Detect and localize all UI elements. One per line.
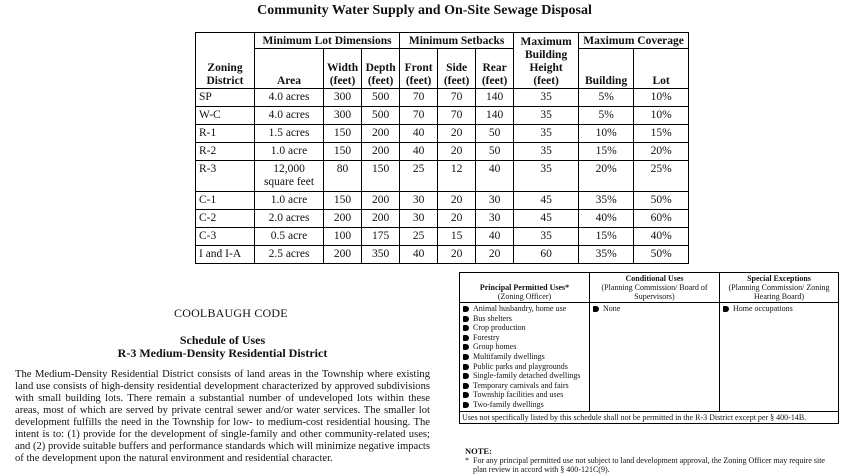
note-marker: *	[465, 456, 469, 465]
cell-depth: 200	[362, 125, 400, 143]
cell-height: 60	[514, 246, 579, 264]
list-item-label: None	[603, 304, 621, 313]
cell-zone: C-3	[196, 228, 255, 246]
group-header-setbacks: Minimum Setbacks	[400, 33, 514, 49]
cell-width: 300	[324, 89, 362, 107]
principal-title: Principal Permitted Uses*	[479, 283, 570, 292]
district-title: R-3 Medium-Density Residential District	[117, 346, 328, 360]
bullet-icon	[463, 373, 469, 379]
cell-rear: 50	[476, 143, 514, 161]
cell-building: 5%	[579, 107, 634, 125]
cell-front: 70	[400, 107, 438, 125]
list-item-label: Public parks and playgrounds	[473, 361, 568, 371]
bullet-icon	[463, 335, 469, 341]
principal-uses-cell	[460, 303, 590, 412]
list-item	[462, 314, 587, 324]
cell-rear: 140	[476, 107, 514, 125]
cell-depth: 500	[362, 89, 400, 107]
cell-building: 15%	[579, 143, 634, 161]
cell-area: 0.5 acre	[255, 228, 324, 246]
cell-lot: 10%	[634, 107, 689, 125]
cell-height: 45	[514, 210, 579, 228]
cell-lot: 10%	[634, 89, 689, 107]
list-item	[462, 323, 587, 333]
list-item	[462, 400, 587, 410]
cell-area: 1.0 acre	[255, 192, 324, 210]
bullet-icon	[463, 392, 469, 398]
cell-lot: 50%	[634, 246, 689, 264]
cell-area: 4.0 acres	[255, 107, 324, 125]
cell-side: 20	[438, 210, 476, 228]
cell-rear: 30	[476, 210, 514, 228]
schedule-of-uses-table	[459, 272, 839, 424]
cell-depth: 500	[362, 107, 400, 125]
cell-front: 40	[400, 143, 438, 161]
cell-side: 20	[438, 125, 476, 143]
note-title: NOTE:	[465, 446, 492, 456]
uses-table-footer: Uses not specifically listed by this schedule shall not be permitted in the R-3 District except per § 400-14B.	[460, 411, 839, 424]
col-header-height: Maximum Building Height (feet)	[514, 33, 579, 89]
table-row	[196, 228, 689, 246]
cell-width: 100	[324, 228, 362, 246]
cell-zone: C-1	[196, 192, 255, 210]
bullet-icon	[463, 344, 469, 350]
header-special-exceptions	[720, 273, 839, 303]
list-item	[462, 342, 587, 352]
page-title: Community Water Supply and On-Site Sewage Disposal	[257, 3, 592, 18]
list-item-label: Home occupations	[733, 304, 793, 313]
cell-area: 2.5 acres	[255, 246, 324, 264]
cell-height: 35	[514, 107, 579, 125]
cell-front: 30	[400, 210, 438, 228]
bullet-icon	[593, 306, 599, 312]
cell-zone: I and I-A	[196, 246, 255, 264]
list-item-label: Crop production	[473, 323, 526, 333]
cell-rear: 50	[476, 125, 514, 143]
table-row	[196, 246, 689, 264]
cell-height: 45	[514, 192, 579, 210]
bullet-icon	[463, 325, 469, 331]
table-row	[196, 107, 689, 125]
cell-area: 2.0 acres	[255, 210, 324, 228]
cell-lot: 40%	[634, 228, 689, 246]
cell-lot: 25%	[634, 161, 689, 192]
list-item-label: Multifamily dwellings	[473, 351, 545, 361]
list-item	[462, 362, 587, 372]
cell-side: 20	[438, 192, 476, 210]
conditional-title: Conditional Uses	[625, 274, 684, 283]
conditional-uses-cell	[590, 303, 720, 412]
cell-area: 1.5 acres	[255, 125, 324, 143]
cell-depth: 200	[362, 210, 400, 228]
cell-rear: 40	[476, 161, 514, 192]
cell-building: 20%	[579, 161, 634, 192]
list-item-label: Bus shelters	[473, 313, 512, 323]
cell-front: 40	[400, 125, 438, 143]
cell-width: 200	[324, 246, 362, 264]
list-item	[722, 304, 836, 314]
bullet-icon	[463, 354, 469, 360]
bullet-icon	[463, 383, 469, 389]
cell-height: 35	[514, 89, 579, 107]
list-item	[462, 390, 587, 400]
cell-width: 300	[324, 107, 362, 125]
cell-building: 35%	[579, 246, 634, 264]
cell-front: 25	[400, 161, 438, 192]
list-item	[462, 333, 587, 343]
cell-building: 15%	[579, 228, 634, 246]
cell-rear: 30	[476, 192, 514, 210]
table-row	[196, 210, 689, 228]
cell-building: 10%	[579, 125, 634, 143]
cell-area: 12,000 square feet	[255, 161, 324, 192]
code-label: COOLBAUGH CODE	[174, 306, 288, 320]
cell-front: 70	[400, 89, 438, 107]
schedule-title: Schedule of Uses	[179, 333, 266, 347]
table-row	[196, 161, 689, 192]
bullet-icon	[723, 306, 729, 312]
col-header-front: Front (feet)	[400, 49, 438, 89]
list-item	[462, 381, 587, 391]
special-exceptions-cell	[720, 303, 839, 412]
cell-side: 15	[438, 228, 476, 246]
cell-side: 70	[438, 89, 476, 107]
cell-rear: 40	[476, 228, 514, 246]
cell-depth: 350	[362, 246, 400, 264]
note-text	[465, 456, 840, 474]
group-header-lot: Minimum Lot Dimensions	[255, 33, 400, 49]
cell-width: 200	[324, 210, 362, 228]
conditional-sub: (Planning Commission/ Board of Supervisors)	[601, 283, 708, 301]
cell-width: 150	[324, 125, 362, 143]
col-header-area: Area	[255, 49, 324, 89]
special-sub: (Planning Commission/ Zoning Hearing Board)	[728, 283, 830, 301]
cell-height: 35	[514, 228, 579, 246]
cell-area: 1.0 acre	[255, 143, 324, 161]
cell-lot: 15%	[634, 125, 689, 143]
table-row	[196, 143, 689, 161]
table-row	[196, 192, 689, 210]
bullet-icon	[463, 402, 469, 408]
cell-width: 80	[324, 161, 362, 192]
list-item	[462, 371, 587, 381]
list-item-label: Two-family dwellings	[473, 399, 544, 409]
header-principal-uses	[460, 273, 590, 303]
cell-lot: 50%	[634, 192, 689, 210]
list-item	[462, 352, 587, 362]
cell-depth: 150	[362, 161, 400, 192]
list-item-label: Forestry	[473, 332, 500, 342]
cell-front: 25	[400, 228, 438, 246]
bullet-icon	[463, 316, 469, 322]
bullet-icon	[463, 306, 469, 312]
principal-sub: (Zoning Officer)	[497, 292, 552, 301]
cell-building: 5%	[579, 89, 634, 107]
note-body: For any principal permitted use not subject to land development approval, the Zoning Officer may require site plan review in accord with § 400-121C(9).	[473, 456, 825, 474]
cell-side: 70	[438, 107, 476, 125]
cell-rear: 140	[476, 89, 514, 107]
special-title: Special Exceptions	[747, 274, 811, 283]
cell-width: 150	[324, 143, 362, 161]
cell-depth: 200	[362, 192, 400, 210]
col-header-width: Width (feet)	[324, 49, 362, 89]
cell-width: 150	[324, 192, 362, 210]
cell-zone: R-1	[196, 125, 255, 143]
cell-zone: R-3	[196, 161, 255, 192]
cell-height: 35	[514, 143, 579, 161]
list-item-label: Group homes	[473, 342, 517, 352]
list-item-label: Temporary carnivals and fairs	[473, 380, 569, 390]
cell-zone: W-C	[196, 107, 255, 125]
cell-height: 35	[514, 125, 579, 143]
cell-zone: R-2	[196, 143, 255, 161]
list-item-label: Township facilities and uses	[473, 390, 564, 400]
cell-area: 4.0 acres	[255, 89, 324, 107]
cell-front: 40	[400, 246, 438, 264]
cell-zone: C-2	[196, 210, 255, 228]
cell-lot: 60%	[634, 210, 689, 228]
col-header-side: Side (feet)	[438, 49, 476, 89]
col-header-lot: Lot	[634, 49, 689, 89]
table-row	[196, 125, 689, 143]
list-item-label: Single-family detached dwellings	[473, 371, 581, 381]
cell-zone: SP	[196, 89, 255, 107]
list-item-label: Animal husbandry, home use	[473, 304, 567, 313]
cell-side: 20	[438, 143, 476, 161]
group-header-coverage: Maximum Coverage	[579, 33, 689, 49]
table-row	[196, 89, 689, 107]
header-conditional-uses	[590, 273, 720, 303]
cell-building: 35%	[579, 192, 634, 210]
dimensions-table	[195, 32, 689, 264]
cell-depth: 175	[362, 228, 400, 246]
list-item	[462, 304, 587, 314]
col-header-building: Building	[579, 49, 634, 89]
district-description: The Medium-Density Residential District consists of land areas in the Township where existing land use consists of high-density residential development characterized by approved subdivisions with small building lots. There remain a substantial number of undeveloped lots within these areas, most of which are served by private central sewer and/or water services. The smaller lot development fulfills the need in the Township for low- to medium-cost residential housing. The intent is to: (1) provide for the development of single-family and other community-related uses; and (2) provide suitable buffers and performance standards which will minimize negative impacts of the development upon the natural environment and residential character.	[15, 369, 430, 464]
cell-lot: 20%	[634, 143, 689, 161]
cell-building: 40%	[579, 210, 634, 228]
col-header-zoning: Zoning District	[196, 33, 255, 89]
cell-rear: 20	[476, 246, 514, 264]
cell-depth: 200	[362, 143, 400, 161]
cell-side: 12	[438, 161, 476, 192]
cell-front: 30	[400, 192, 438, 210]
col-header-depth: Depth (feet)	[362, 49, 400, 89]
col-header-rear: Rear (feet)	[476, 49, 514, 89]
cell-height: 35	[514, 161, 579, 192]
list-item	[592, 304, 717, 314]
bullet-icon	[463, 364, 469, 370]
cell-side: 20	[438, 246, 476, 264]
